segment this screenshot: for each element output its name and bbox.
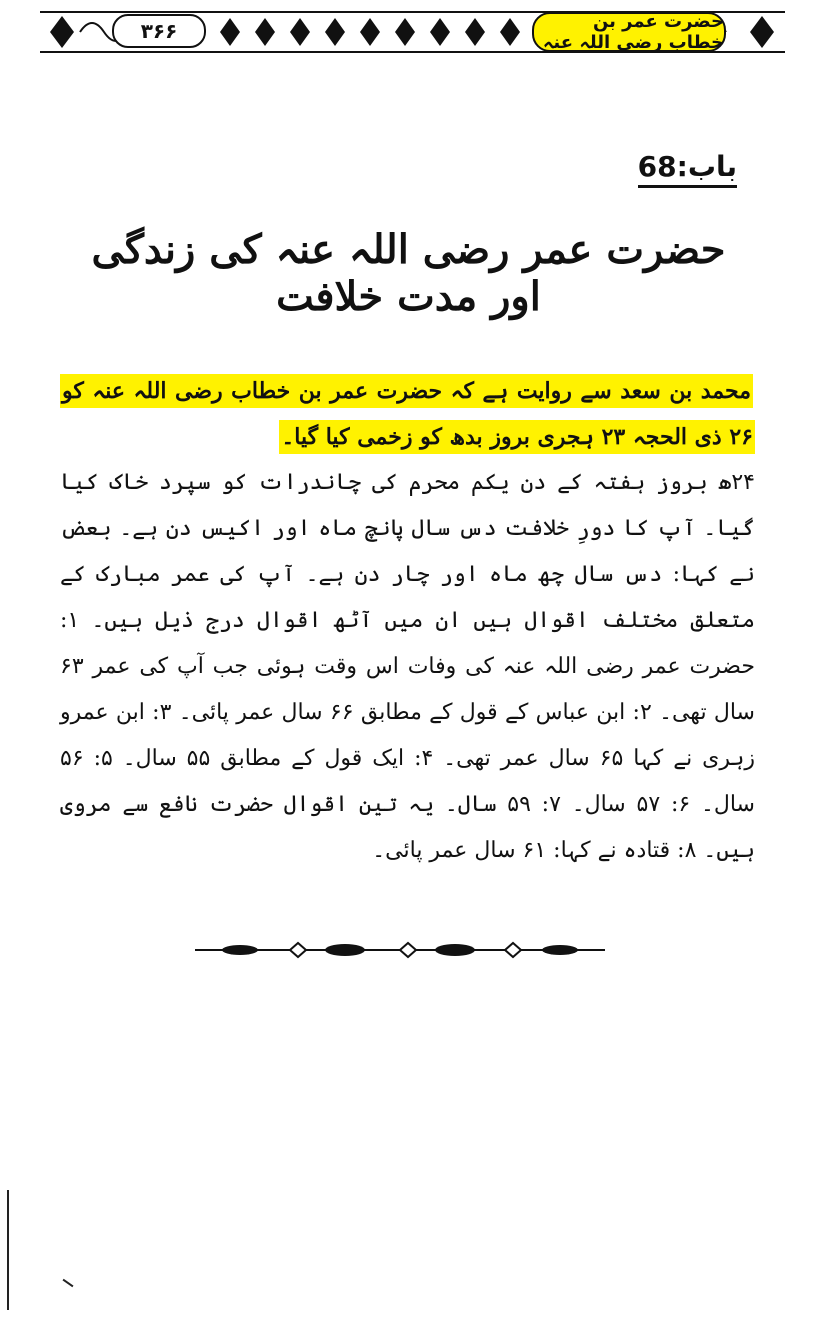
highlighted-narration: محمد بن سعد سے روایت ہے کہ حضرت عمر بن خطاب رضی اللہ عنہ کو ۲۶ ذی الحجہ ۲۳ ہجری بروز بدھ کو زخمی کیا گیا۔: [60, 374, 755, 454]
left-margin-mark: [63, 1279, 74, 1288]
main-paragraph: ۲۴ھ بروز ہفتہ کے دن یکم محرم کی چاندرات کو سپرد خاک کیا گیا۔ آپ کا دورِ خلافت دس سال پانچ ماہ اور اکیس دن ہے۔ بعض نے کہا: دس سال چھ ماہ اور چار دن ہے۔ آپ کی عمر مبارک کے متعلق مختلف اقوال ہیں ان میں آٹھ اقوال درج ذیل ہیں۔ ۱: حضرت عمر رضی اللہ عنہ کی وفات اس وقت ہوئی جب آپ کی عمر ۶۳ سال تھی۔ ۲: ابن عباس کے قول کے مطابق ۶۶ سال عمر پائی۔ ۳: ابن عمرو زہری نے کہا ۶۵ سال عمر تھی۔ ۴: ایک قول کے مطابق ۵۵ سال۔ ۵: ۵۶ سال۔ ۶: ۵۷ سال۔ ۷: ۵۹ سال۔ یہ تین اقوال حضرت نافع سے مروی ہیں۔ ۸: قتادہ نے کہا: ۶۱ سال عمر پائی۔: [60, 470, 756, 863]
section-end-ornament: [195, 930, 605, 970]
page-number: ۳۶۶: [112, 14, 206, 48]
chapter-label: باب:68: [638, 150, 737, 188]
running-title: حضرت عمر بن خطاب رضی اللہ عنہ: [532, 12, 726, 52]
left-margin-line: [7, 1190, 9, 1310]
body-text: [60, 368, 755, 874]
narration-paragraph: [60, 368, 755, 460]
chapter-title: حضرت عمر رضی اللہ عنہ کی زندگی اور مدت خلافت: [91, 226, 726, 320]
